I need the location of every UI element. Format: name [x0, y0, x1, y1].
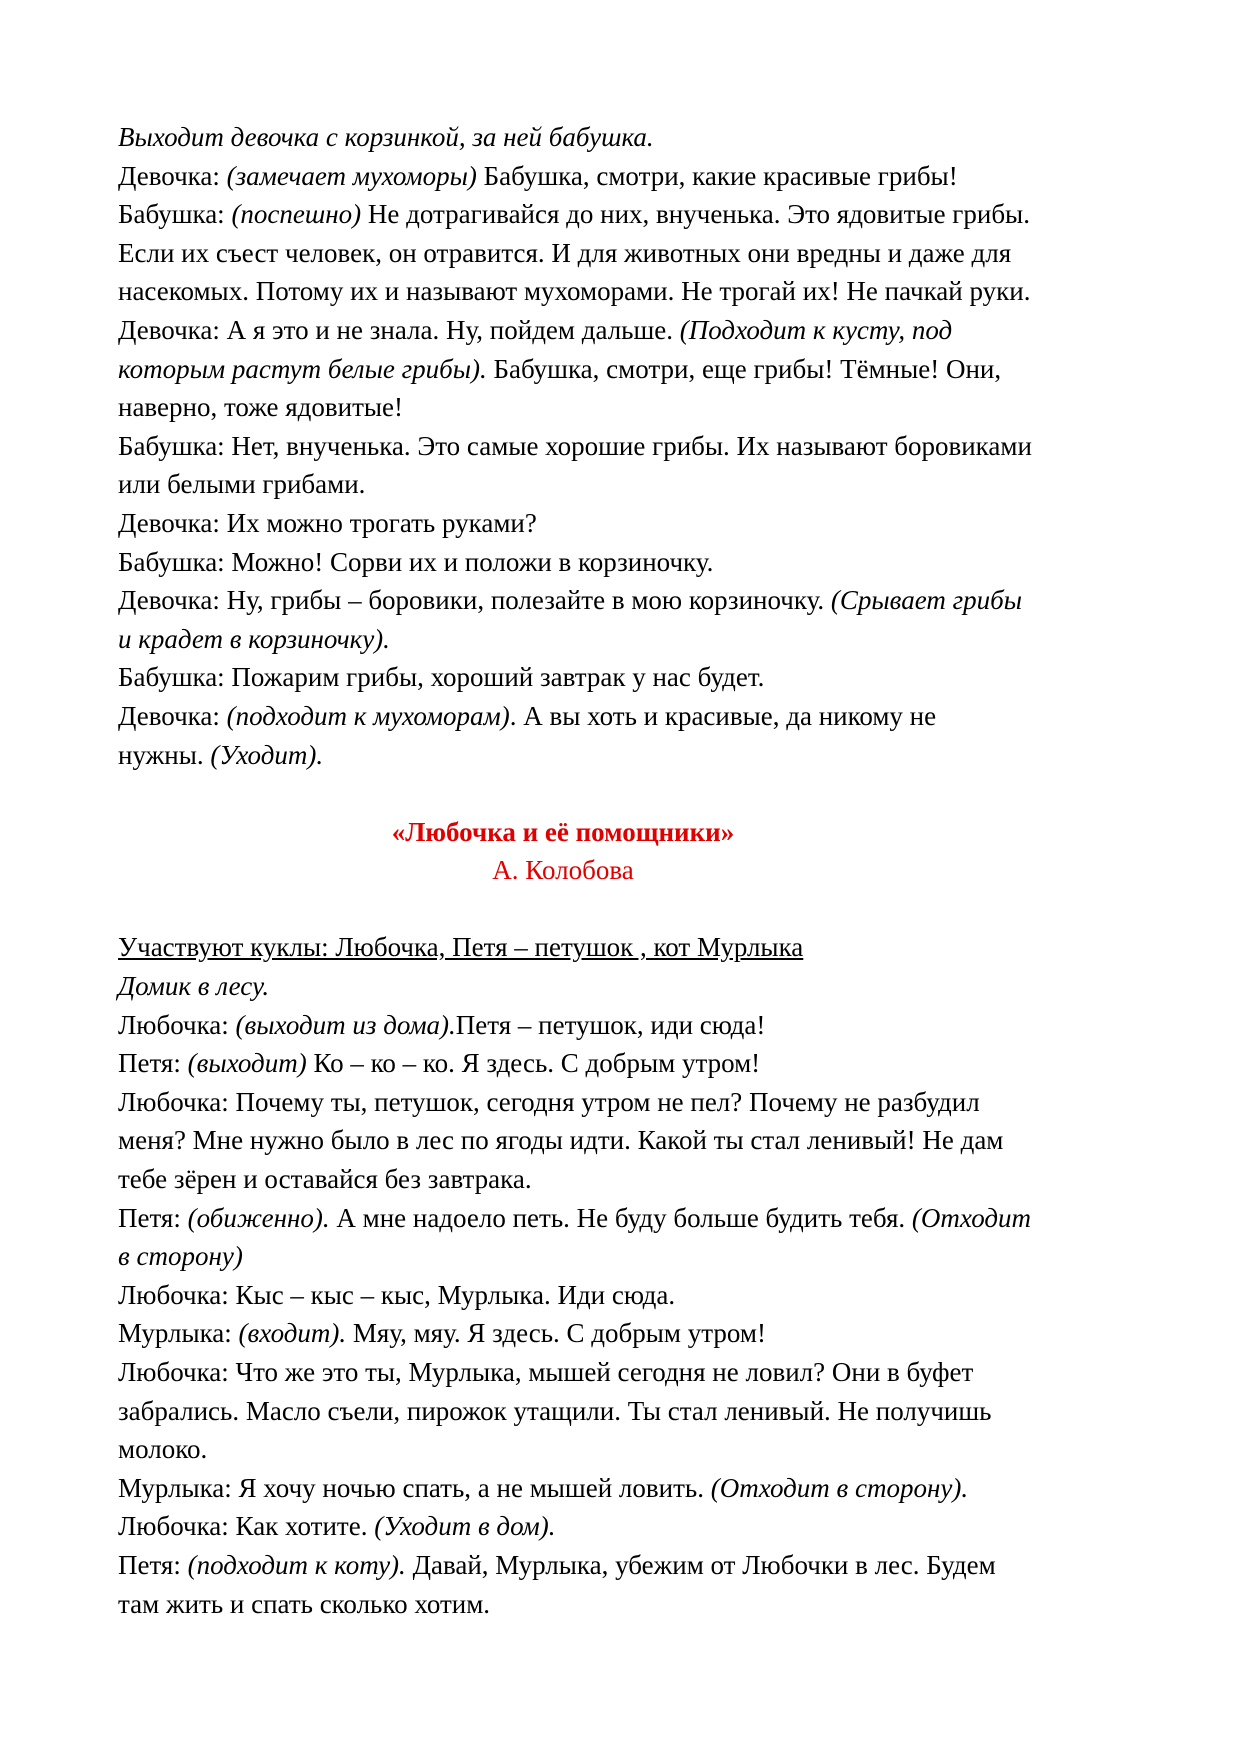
dialogue-text: Любочка: Почему ты, петушок, сегодня утром не пел? Почему не разбудил — [118, 1086, 980, 1117]
play-author: А. Колобова — [492, 855, 634, 886]
stage-direction: (Уходит в дом). — [374, 1511, 556, 1542]
dialogue-text: Ко – ко – ко. Я здесь. С добрым утром! — [306, 1048, 761, 1079]
stage-direction: которым растут белые грибы). — [118, 353, 487, 384]
dialogue-text: Девочка: — [118, 160, 227, 191]
stage-direction: (Подходит к кусту, под — [679, 314, 953, 345]
dialogue-text: Мурлыка: Я хочу ночью спать, а не мышей ловить. — [118, 1472, 711, 1503]
dialogue-text: нужны. — [118, 739, 211, 770]
text-line — [118, 581, 1118, 620]
dialogue-text: забрались. Масло съели, пирожок утащили. Ты стал ленивый. Не получишь — [118, 1395, 992, 1426]
text-line — [118, 697, 1118, 736]
text-line — [118, 1044, 1118, 1083]
text-line — [118, 1121, 1118, 1160]
text-line — [118, 1353, 1118, 1392]
stage-direction: (обиженно). — [187, 1202, 330, 1233]
text-line — [118, 736, 1118, 775]
dialogue-text: там жить и спать сколько хотим. — [118, 1588, 491, 1619]
dialogue-text: наверно, тоже ядовитые! — [118, 392, 404, 423]
text-line — [118, 427, 1118, 466]
dialogue-text: Бабушка: Можно! Сорви их и положи в корзиночку. — [118, 546, 714, 577]
stage-direction: (подходит к мухоморам) — [226, 700, 510, 731]
dialogue-text: Петя – петушок, иди сюда! — [455, 1009, 766, 1040]
text-line — [118, 1392, 1118, 1431]
dialogue-text: меня? Мне нужно было в лес по ягоды идти. Какой ты стал ленивый! Не дам — [118, 1125, 1004, 1156]
stage-direction: (входит). — [238, 1318, 347, 1349]
text-line — [118, 272, 1118, 311]
stage-direction: в сторону) — [118, 1241, 243, 1272]
text-line — [118, 388, 1118, 427]
dialogue-text: Девочка: Ну, грибы – боровики, полезайте в мою корзиночку. — [118, 585, 831, 616]
dialogue-text: тебе зёрен и оставайся без завтрака. — [118, 1164, 532, 1195]
stage-direction: и крадет в корзиночку). — [118, 623, 390, 654]
dialogue-text: Давай, Мурлыка, убежим от Любочки в лес. Будем — [405, 1549, 996, 1580]
participants-line: Участвуют куклы: Любочка, Петя – петушок , кот Мурлыка — [118, 932, 804, 963]
text-line — [118, 504, 1118, 543]
text-line — [118, 234, 1118, 273]
text-line — [118, 1507, 1118, 1546]
text-line — [118, 1006, 1118, 1045]
stage-direction: (Уходит). — [210, 739, 324, 770]
stage-direction: (выходит) — [187, 1048, 307, 1079]
dialogue-text: Мурлыка: — [118, 1318, 239, 1349]
stage-direction: (поспешно) — [231, 199, 362, 230]
text-line — [118, 1083, 1118, 1122]
stage-direction: Домик в лесу. — [118, 971, 270, 1002]
dialogue-text: Бабушка: — [118, 199, 232, 230]
stage-direction: (Отходит — [911, 1202, 1031, 1233]
dialogue-text: Бабушка: Пожарим грибы, хороший завтрак у нас будет. — [118, 662, 765, 693]
text-line — [118, 1430, 1118, 1469]
scene-lyubochka — [118, 967, 1118, 1623]
text-line — [118, 967, 1118, 1006]
dialogue-text: молоко. — [118, 1434, 208, 1465]
stage-direction: (выходит из дома). — [235, 1009, 456, 1040]
dialogue-text: Девочка: Их можно трогать руками? — [118, 507, 537, 538]
play-title: «Любочка и её помощники» — [391, 816, 735, 847]
text-line — [118, 350, 1118, 389]
text-line — [118, 1199, 1118, 1238]
text-line — [118, 118, 1118, 157]
dialogue-text: насекомых. Потому их и называют мухоморами. Не трогай их! Не пачкай руки. — [118, 276, 1031, 307]
text-line — [118, 195, 1118, 234]
text-line — [118, 1237, 1118, 1276]
text-line — [118, 1546, 1118, 1585]
dialogue-text: Любочка: Как хотите. — [118, 1511, 375, 1542]
dialogue-text: Мяу, мяу. Я здесь. С добрым утром! — [346, 1318, 766, 1349]
dialogue-text: А мне надоело петь. Не буду больше будить тебя. — [329, 1202, 912, 1233]
dialogue-text: Бабушка: Нет, внученька. Это самые хорошие грибы. Их называют боровиками — [118, 430, 1032, 461]
stage-direction: Выходит девочка с корзинкой, за ней бабушка. — [118, 122, 654, 152]
dialogue-text: или белыми грибами. — [118, 469, 366, 500]
text-line — [118, 465, 1118, 504]
text-line — [118, 658, 1118, 697]
dialogue-text: Девочка: А я это и не знала. Ну, пойдем дальше. — [118, 314, 680, 345]
text-line — [118, 543, 1118, 582]
dialogue-text: Петя: — [118, 1549, 188, 1580]
text-line — [118, 157, 1118, 196]
dialogue-text: Девочка: — [118, 700, 227, 731]
dialogue-text: Любочка: Что же это ты, Мурлыка, мышей сегодня не ловил? Они в буфет — [118, 1357, 974, 1387]
dialogue-text: Любочка: Кыс – кыс – кыс, Мурлыка. Иди сюда. — [118, 1279, 676, 1310]
dialogue-text: Бабушка, смотри, еще грибы! Тёмные! Они, — [486, 353, 1002, 384]
text-line — [118, 311, 1118, 350]
stage-direction: (Отходит в сторону). — [710, 1472, 969, 1503]
dialogue-text: Если их съест человек, он отравится. И для животных они вредны и даже для — [118, 237, 1012, 268]
dialogue-text: . А вы хоть и красивые, да никому не — [509, 700, 937, 731]
spacer — [118, 774, 1118, 813]
text-line — [118, 1469, 1118, 1508]
text-line — [118, 1276, 1118, 1315]
stage-direction: (Срывает грибы — [830, 585, 1022, 616]
text-line — [118, 1585, 1118, 1624]
scene-mushrooms — [118, 118, 1118, 774]
dialogue-text: Петя: — [118, 1048, 188, 1079]
stage-direction: (замечает мухоморы) — [226, 160, 477, 191]
dialogue-text: Не дотрагивайся до них, внученька. Это ядовитые грибы. — [361, 199, 1030, 230]
dialogue-text: Бабушка, смотри, какие красивые грибы! — [476, 160, 958, 191]
document-page — [118, 118, 1118, 1623]
stage-direction: (подходит к коту). — [187, 1549, 406, 1580]
text-line — [118, 620, 1118, 659]
dialogue-text: Петя: — [118, 1202, 188, 1233]
text-line — [118, 1160, 1118, 1199]
dialogue-text: Любочка: — [118, 1009, 236, 1040]
text-line — [118, 1314, 1118, 1353]
spacer — [118, 890, 1118, 929]
